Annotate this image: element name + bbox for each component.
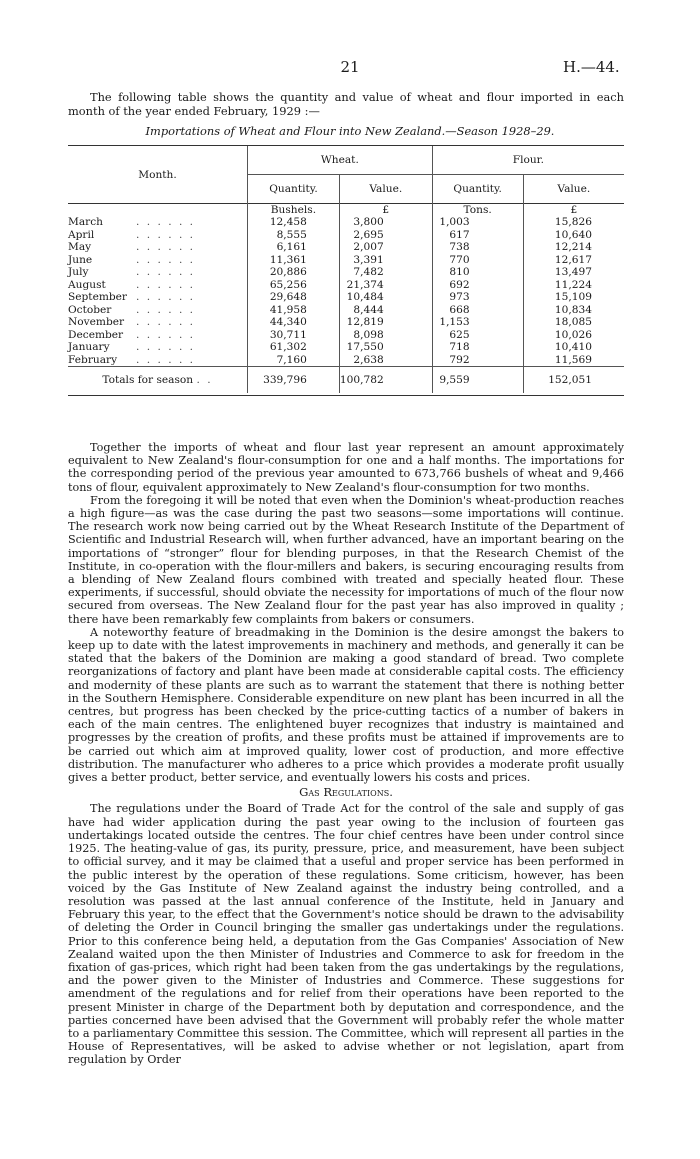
month-name: April	[68, 228, 95, 241]
wheat-quantity-cell: 7,160	[248, 354, 340, 367]
wheat-quantity-cell: 29,648	[248, 291, 340, 304]
gas-regulations-heading: Gas Regulations.	[299, 785, 393, 800]
leader-dots: . .	[196, 374, 213, 386]
totals-wheat-quantity: 339,796	[248, 367, 340, 394]
table-row	[68, 216, 624, 229]
month-cell	[68, 266, 248, 279]
month-name: February	[68, 353, 118, 366]
leader-dots: . . . . . .	[136, 341, 196, 353]
wheat-value-cell: 8,444	[339, 304, 432, 317]
table-row	[68, 304, 624, 317]
flour-value-cell: 11,224	[523, 279, 624, 292]
wheat-quantity-cell: 41,958	[248, 304, 340, 317]
flour-value-unit: £	[523, 204, 624, 217]
table-row	[68, 291, 624, 304]
wheat-value-cell: 2,695	[339, 229, 432, 242]
document-reference: H.—44.	[563, 58, 620, 76]
totals-wheat-value: 100,782	[339, 367, 432, 394]
leader-dots: . . . . . .	[136, 328, 196, 341]
wheat-quantity-cell: 6,161	[248, 241, 340, 254]
leader-dots: . . . . . .	[136, 316, 196, 328]
table-row	[68, 266, 624, 279]
flour-quantity-cell: 1,153	[432, 316, 523, 329]
flour-value-header: Value.	[523, 175, 624, 204]
wheat-quantity-cell: 30,711	[248, 329, 340, 342]
month-name: July	[68, 266, 89, 278]
flour-quantity-cell: 810	[432, 266, 523, 279]
intro-paragraph: The following table shows the quantity and value of wheat and flour imported in each month of the year ended February, 1929 :—	[68, 90, 624, 118]
page-number: 21	[340, 58, 360, 76]
wheat-value-cell: 8,098	[339, 329, 432, 342]
table-row	[68, 229, 624, 242]
leader-dots: . . . . . .	[136, 278, 196, 291]
month-cell	[68, 354, 248, 367]
month-name: December	[68, 328, 124, 341]
flour-quantity-cell: 792	[432, 354, 523, 367]
leader-dots: . . . . . .	[136, 241, 196, 253]
wheat-value-cell: 3,391	[339, 254, 432, 267]
month-name: August	[68, 278, 106, 291]
month-cell	[68, 341, 248, 354]
month-cell	[68, 316, 248, 329]
flour-quantity-cell: 738	[432, 241, 523, 254]
table-row	[68, 279, 624, 292]
month-cell	[68, 216, 248, 229]
flour-quantity-cell: 973	[432, 291, 523, 304]
wheat-value-cell: 12,819	[339, 316, 432, 329]
leader-dots: . . . . . .	[136, 228, 196, 241]
flour-quantity-header: Quantity.	[432, 175, 523, 204]
table-row	[68, 241, 624, 254]
flour-quantity-cell: 625	[432, 329, 523, 342]
month-cell	[68, 279, 248, 292]
flour-quantity-cell: 668	[432, 304, 523, 317]
table-row	[68, 329, 624, 342]
flour-value-cell: 15,109	[523, 291, 624, 304]
wheat-value-header: Value.	[339, 175, 432, 204]
month-cell	[68, 329, 248, 342]
paragraph-gas-regulations: The regulations under the Board of Trade Act for the control of the sale and supply of gas have had wider application during the past year owing to the inclusion of fourteen gas undertakings located outside the centres. The four chief centres have been under control since 1925. The heating-value of gas, its purity, pressure, price, and measurement, have been subject to official survey, and it may be claimed that a useful and proper service has been performed in the public interest by the operation of these regulations. Some criticism, however, has been voiced by the Gas Institute of New Zealand against the industry being controlled, and a resolution was passed at the last annual conference of the Institute, held in January and February this year, to the effect that the Government's notice should be drawn to the advisability of deleting the Order in Council bringing the smaller gas undertakings under the regulations. Prior to this conference being held, a deputation from the Gas Companies' Association of New Zealand waited upon the then Minister of Industries and Commerce to ask for freedom in the fixation of gas-prices, which right had been taken from the gas undertakings by the regulations, and the power given to the Minister of Industries and Commerce. These suggestions for amendment of the regulations and for relief from their operations have been reported to the present Minister in charge of the Department both by deputation and correspondence, and the parties concerned have been advised that the Government will probably refer the whole matter to a parliamentary Committee this session. The Committee, which will represent all parties in the House of Representatives, will be asked to advise whether or not legislation, apart from regulation by Order	[68, 802, 624, 1067]
wheat-quantity-cell: 11,361	[248, 254, 340, 267]
month-name: September	[68, 291, 127, 303]
wheat-value-cell: 7,482	[339, 266, 432, 279]
flour-value-cell: 15,826	[523, 216, 624, 229]
flour-quantity-cell: 692	[432, 279, 523, 292]
leader-dots: . . . . . .	[136, 353, 196, 366]
flour-quantity-unit: Tons.	[432, 204, 523, 217]
totals-flour-value: 152,051	[523, 367, 624, 394]
wheat-value-cell: 17,550	[339, 341, 432, 354]
flour-value-cell: 13,497	[523, 266, 624, 279]
flour-value-cell: 11,569	[523, 354, 624, 367]
wheat-quantity-cell: 65,256	[248, 279, 340, 292]
flour-value-cell: 12,214	[523, 241, 624, 254]
flour-quantity-cell: 617	[432, 229, 523, 242]
paragraph-wheat-research: From the foregoing it will be noted that even when the Dominion's wheat-production reaches a high figure—as was the case during the past two seasons—some importations will continue. The research work now being carried out by the Wheat Research Institute of the Department of Scientific and Industrial Research will, when further advanced, have an important bearing on the importations of “stronger” flour for blending purposes, in that the Research Chemist of the Institute, in co-operation with the flour-millers and bakers, is securing encouraging results from a blending of New Zealand flours combined with treated and specially heated flour. These experiments, if successful, should obviate the necessity for importations of much of the flour now secured from overseas. The New Zealand flour for the past year has also improved in quality ; there have been remarkably few complaints from bakers or consumers.	[68, 493, 624, 626]
wheat-header: Wheat.	[248, 146, 433, 175]
totals-label-text: Totals for season	[102, 374, 194, 386]
leader-dots: . . . . . .	[136, 216, 196, 228]
wheat-quantity-cell: 8,555	[248, 229, 340, 242]
paragraph-breadmaking: A noteworthy feature of breadmaking in the Dominion is the desire amongst the bakers to keep up to date with the latest improvements in machinery and methods, and generally it can be stated that the bakers of the Dominion are making a good standard of bread. Two complete reorganizations of factory and plant have been made at considerable capital costs. The efficiency and modernity of these plants are such as to warrant the statement that there is nothing better in the Southern Hemisphere. Considerable expenditure on new plant has been incurred in all the centres, but progress has been checked by the price-cutting tactics of a number of bakers in each of the main centres. The enlightened buyer recognizes that industry is maintained and progresses by the creation of profits, and these profits must be attained if improvements are to be carried out which aim at improved quality, lower cost of production, and more effective distribution. The manufacturer who adheres to a price which provides a moderate profit usually gives a better product, better service, and eventually lowers his costs and prices.	[68, 625, 624, 785]
table-caption: Importations of Wheat and Flour into New Zealand.—Season 1928–29.	[145, 124, 555, 138]
leader-dots: . . . . . .	[136, 291, 196, 303]
flour-header: Flour.	[432, 146, 624, 175]
flour-quantity-cell: 770	[432, 254, 523, 267]
imports-table	[68, 145, 624, 396]
month-name: October	[68, 303, 112, 316]
flour-quantity-cell: 1,003	[432, 216, 523, 229]
wheat-quantity-cell: 61,302	[248, 341, 340, 354]
month-name: January	[68, 341, 110, 353]
paragraph-imports-summary: Together the imports of wheat and flour last year represent an amount approximately equivalent to New Zealand's flour-consumption for one and a half months. The importations for the corresponding period of the previous year amounted to 673,766 bushels of wheat and 9,466 tons of flour, equivalent approximately to New Zealand's flour-consumption for two months.	[68, 441, 624, 494]
table-row	[68, 354, 624, 367]
leader-dots: . . . . . .	[136, 253, 196, 266]
wheat-value-cell: 2,007	[339, 241, 432, 254]
wheat-value-cell: 10,484	[339, 291, 432, 304]
month-cell	[68, 291, 248, 304]
wheat-quantity-unit: Bushels.	[248, 204, 340, 217]
month-cell	[68, 241, 248, 254]
totals-flour-quantity: 9,559	[432, 367, 523, 394]
table-row	[68, 254, 624, 267]
flour-value-cell: 10,410	[523, 341, 624, 354]
wheat-quantity-cell: 44,340	[248, 316, 340, 329]
leader-dots: . . . . . .	[136, 266, 196, 278]
wheat-quantity-cell: 12,458	[248, 216, 340, 229]
month-name: November	[68, 316, 125, 328]
month-cell	[68, 254, 248, 267]
wheat-value-cell: 3,800	[339, 216, 432, 229]
month-name: March	[68, 216, 103, 228]
month-cell	[68, 304, 248, 317]
wheat-quantity-header: Quantity.	[248, 175, 340, 204]
month-header: Month.	[68, 146, 248, 204]
flour-value-cell: 10,834	[523, 304, 624, 317]
month-name: June	[68, 253, 93, 266]
wheat-value-cell: 21,374	[339, 279, 432, 292]
table-row	[68, 316, 624, 329]
body-text	[68, 441, 624, 1067]
wheat-quantity-cell: 20,886	[248, 266, 340, 279]
flour-value-cell: 12,617	[523, 254, 624, 267]
flour-quantity-cell: 718	[432, 341, 523, 354]
totals-label	[68, 367, 248, 394]
flour-value-cell: 18,085	[523, 316, 624, 329]
month-name: May	[68, 241, 92, 253]
flour-value-cell: 10,640	[523, 229, 624, 242]
month-cell	[68, 229, 248, 242]
table-row	[68, 341, 624, 354]
leader-dots: . . . . . .	[136, 303, 196, 316]
flour-value-cell: 10,026	[523, 329, 624, 342]
wheat-value-unit: £	[339, 204, 432, 217]
wheat-value-cell: 2,638	[339, 354, 432, 367]
